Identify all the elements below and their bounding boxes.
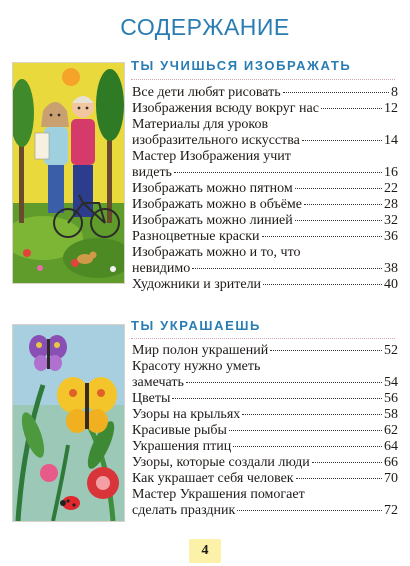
dot-leader — [304, 204, 382, 205]
toc-entry-title-line: видеть — [132, 165, 172, 180]
toc-entry-title: Изображать можно линией — [132, 213, 293, 228]
toc-list — [132, 85, 398, 293]
toc-entry-title: Изображать можно пятном — [132, 181, 293, 196]
toc-page-number: 62 — [384, 423, 398, 438]
toc-entry[interactable] — [132, 149, 398, 181]
toc-page-number: 40 — [384, 277, 398, 292]
dot-leader — [283, 92, 389, 93]
toc-page-number: 70 — [384, 471, 398, 486]
toc-entry[interactable] — [132, 487, 398, 519]
toc-entry-title: Художники и зрители — [132, 277, 262, 292]
dot-leader — [295, 220, 382, 221]
toc-entry-title-line: Мастер Изображения учит — [132, 149, 291, 164]
toc-entry[interactable] — [132, 391, 398, 407]
toc-entry-title: Красивые рыбы — [132, 423, 227, 438]
toc-entry-title-line: Мастер Украшения помогает — [132, 487, 305, 502]
dot-leader — [302, 140, 382, 141]
toc-entry[interactable] — [132, 101, 398, 117]
toc-page-number: 8 — [391, 85, 398, 100]
toc-entry[interactable] — [132, 117, 398, 149]
toc-entry-title: Изображения всюду вокруг нас — [132, 101, 319, 116]
toc-entry-title-line: Изображать можно и то, что — [132, 245, 301, 260]
toc-entry-title: Разноцветные краски — [132, 229, 260, 244]
toc-page-number: 36 — [384, 229, 398, 244]
section-divider — [131, 79, 395, 80]
section-divider — [131, 338, 395, 339]
toc-entry-title: Мир полон украшений — [132, 343, 269, 358]
dot-leader — [263, 284, 382, 285]
dot-leader — [172, 398, 382, 399]
toc-list — [132, 343, 398, 519]
painting-butterflies-flowers — [13, 325, 124, 521]
toc-entry[interactable] — [132, 197, 398, 213]
toc-entry-title-line: сделать праздник — [132, 503, 236, 518]
toc-page-number: 12 — [384, 101, 398, 116]
children-drawing-illustration — [12, 324, 125, 522]
dot-leader — [296, 478, 382, 479]
dot-leader — [229, 430, 382, 431]
dot-leader — [321, 108, 382, 109]
dot-leader — [186, 382, 382, 383]
toc-entry-title: Как украшает себя человек — [132, 471, 294, 486]
toc-entry[interactable] — [132, 229, 398, 245]
toc-entry[interactable] — [132, 85, 398, 101]
toc-entry-title: Украшения птиц — [132, 439, 232, 454]
toc-entry[interactable] — [132, 181, 398, 197]
toc-page-number: 16 — [384, 165, 398, 180]
toc-page-number: 52 — [384, 343, 398, 358]
dot-leader — [295, 188, 382, 189]
toc-section-decorating — [0, 312, 410, 534]
toc-entry-title-line: изобразительного искусства — [132, 133, 300, 148]
dot-leader — [270, 350, 382, 351]
toc-page-number: 58 — [384, 407, 398, 422]
dot-leader — [174, 172, 382, 173]
painting-family-bicycle — [13, 63, 124, 283]
toc-entry-title: Все дети любят рисовать — [132, 85, 281, 100]
dot-leader — [242, 414, 382, 415]
children-drawing-illustration — [12, 62, 125, 284]
toc-entry-title: Узоры, которые создали люди — [132, 455, 310, 470]
toc-entry[interactable] — [132, 245, 398, 277]
toc-entry-title: Изображать можно в объёме — [132, 197, 303, 212]
toc-page-number: 22 — [384, 181, 398, 196]
dot-leader — [312, 462, 382, 463]
toc-entry-title-line: Красоту нужно уметь — [132, 359, 261, 374]
toc-page-number: 14 — [384, 133, 398, 148]
dot-leader — [262, 236, 382, 237]
page-number: 4 — [189, 539, 221, 563]
toc-page-number: 28 — [384, 197, 398, 212]
toc-entry[interactable] — [132, 213, 398, 229]
section-heading: ТЫ УКРАШАЕШЬ — [131, 318, 261, 333]
toc-entry[interactable] — [132, 471, 398, 487]
dot-leader — [233, 446, 382, 447]
toc-page-number: 54 — [384, 375, 398, 390]
toc-entry-title-line: невидимо — [132, 261, 191, 276]
toc-page-number: 64 — [384, 439, 398, 454]
page-title: СОДЕРЖАНИЕ — [120, 14, 290, 40]
section-heading: ТЫ УЧИШЬСЯ ИЗОБРАЖАТЬ — [131, 58, 352, 73]
toc-page-number: 32 — [384, 213, 398, 228]
toc-page-number: 38 — [384, 261, 398, 276]
toc-entry[interactable] — [132, 423, 398, 439]
toc-entry[interactable] — [132, 277, 398, 293]
toc-entry-title: Узоры на крыльях — [132, 407, 241, 422]
toc-entry[interactable] — [132, 343, 398, 359]
toc-entry[interactable] — [132, 455, 398, 471]
toc-entry-title-line: Материалы для уроков — [132, 117, 269, 132]
toc-entry[interactable] — [132, 439, 398, 455]
toc-entry[interactable] — [132, 359, 398, 391]
dot-leader — [237, 510, 382, 511]
toc-page-number: 72 — [384, 503, 398, 518]
dot-leader — [192, 268, 382, 269]
toc-entry-title-line: замечать — [132, 375, 184, 390]
toc-page-number: 56 — [384, 391, 398, 406]
toc-page-number: 66 — [384, 455, 398, 470]
toc-entry-title: Цветы — [132, 391, 171, 406]
toc-entry[interactable] — [132, 407, 398, 423]
toc-section-drawing — [0, 52, 410, 310]
